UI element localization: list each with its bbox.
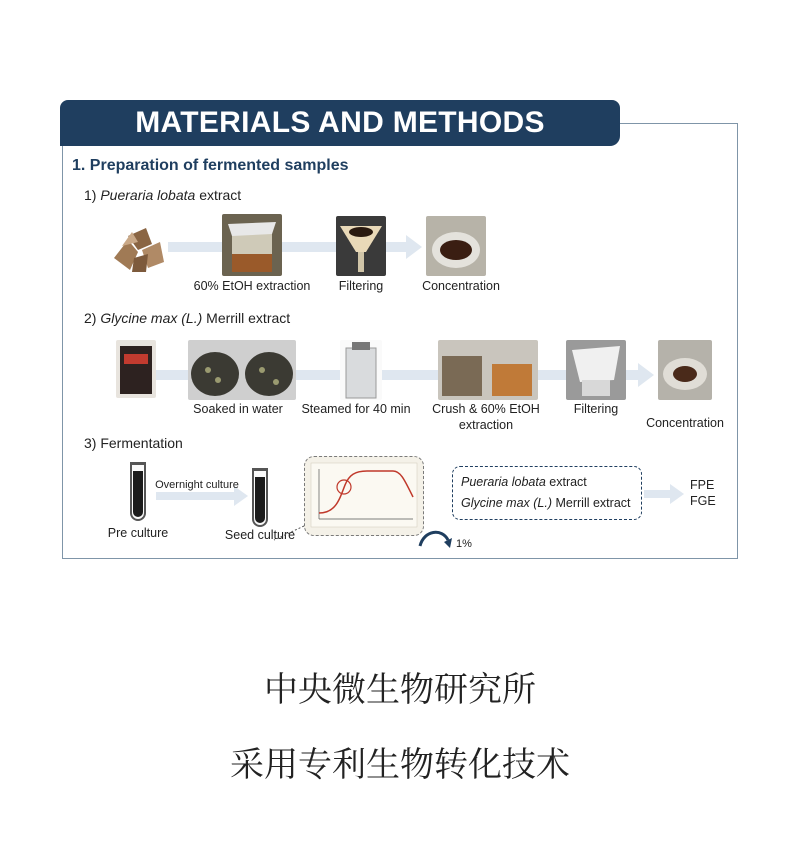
seed-culture-label: Seed culture (224, 528, 296, 542)
transfer-curved-arrow (414, 524, 454, 550)
step-glycine-filtering: Filtering (573, 402, 619, 416)
step-crush-etoh: Crush & 60% EtOH (432, 402, 540, 416)
footer-line-1: 中央微生物研究所 (264, 670, 536, 710)
step-concentration: Concentration (422, 279, 500, 293)
output-fge: FGE (690, 494, 716, 508)
concentration-photo (426, 216, 486, 276)
banner-title: MATERIALS AND METHODS (60, 100, 620, 146)
pre-culture-label: Pre culture (107, 526, 169, 540)
glycine-arrowhead (638, 363, 654, 387)
pueraria-arrowhead (406, 235, 422, 259)
glycine-concentration-photo (658, 340, 712, 400)
step-soaked-in-water: Soaked in water (193, 402, 283, 416)
soaked-beans-photo (188, 340, 296, 400)
output-flow-arrow (644, 490, 672, 498)
step-filtering: Filtering (338, 279, 384, 293)
glycine-heading: 2) Glycine max (L.) Merrill extract (84, 310, 291, 326)
pueraria-root-photo (108, 218, 168, 276)
crush-extraction-photo (438, 340, 538, 400)
output-fpe: FPE (690, 478, 715, 492)
growth-curve-thumbnail (305, 457, 423, 535)
extracts-box (452, 466, 642, 520)
section-title: 1. Preparation of fermented samples (72, 157, 349, 174)
glycine-filtering-photo (566, 340, 626, 400)
steamer-photo (340, 340, 382, 400)
overnight-flow-arrow (156, 492, 236, 500)
pueraria-heading: 1) Pueraria lobata extract (84, 187, 242, 203)
overnight-culture-label: Overnight culture (155, 479, 239, 491)
step-steamed-40-min: Steamed for 40 min (301, 402, 411, 416)
soybean-package-photo (116, 340, 156, 398)
pre-culture-tube (130, 462, 146, 522)
step-glycine-concentration: Concentration (646, 416, 724, 430)
growth-curve-callout (304, 456, 424, 536)
extraction-photo (222, 214, 282, 276)
extract-line-pueraria: Pueraria lobata extract (461, 475, 587, 489)
fermentation-heading: 3) Fermentation (84, 435, 183, 451)
output-arrowhead (670, 484, 684, 504)
extract-line-glycine: Glycine max (L.) Merrill extract (461, 496, 631, 510)
inoculum-percent: 1% (456, 538, 472, 550)
seed-culture-tube (252, 468, 268, 528)
step-60-etoh-extraction: 60% EtOH extraction (193, 279, 311, 293)
step-crush-extraction: extraction (458, 418, 514, 432)
footer-line-2: 采用专利生物转化技术 (230, 745, 570, 785)
filtering-photo (336, 216, 386, 276)
